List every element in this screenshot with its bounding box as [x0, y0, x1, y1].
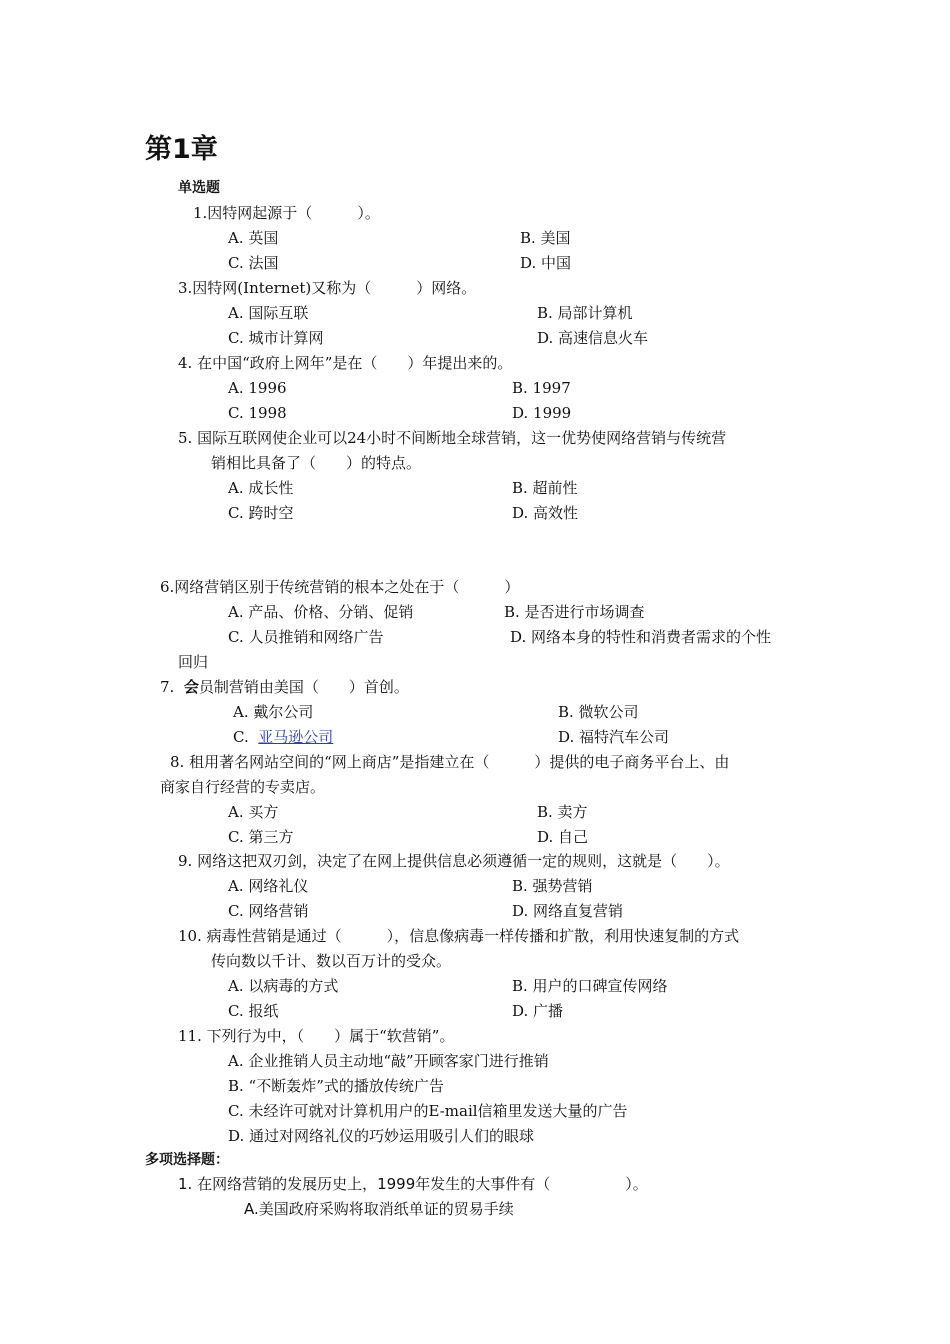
- question-8-option-d: D. 自己: [537, 828, 589, 846]
- question-6-option-d-continued: 回归: [178, 653, 209, 671]
- question-8-stem-continued: 商家自行经营的专卖店。: [160, 778, 326, 796]
- question-7-stem: [160, 677, 409, 697]
- question-7-stem-text: 员制营销由美国（ ）首创。: [198, 678, 409, 696]
- question-5-stem-continued: 销相比具备了（ ）的特点。: [211, 454, 422, 472]
- question-4-option-a: A. 1996: [228, 379, 287, 397]
- question-10-option-a: A. 以病毒的方式: [228, 977, 339, 995]
- question-8-option-a: A. 买方: [228, 803, 279, 821]
- chapter-title: 第1章: [145, 134, 218, 165]
- question-7-number: 7.: [160, 678, 175, 696]
- question-4-stem: 4. 在中国“政府上网年”是在（ ）年提出来的。: [178, 354, 513, 372]
- question-11-option-a: A. 企业推销人员主动地“敲”开顾客家门进行推销: [228, 1052, 549, 1070]
- question-11-option-c: C. 未经许可就对计算机用户的E-mail信箱里发送大量的广告: [228, 1102, 628, 1120]
- question-11-stem: 11. 下列行为中，（ ）属于“软营销”。: [178, 1027, 455, 1045]
- question-3-option-b: B. 局部计算机: [537, 304, 633, 322]
- question-10-stem-continued: 传向数以千计、数以百万计的受众。: [211, 952, 452, 970]
- question-8-stem: 8. 租用著名网站空间的“网上商店”是指建立在（ ）提供的电子商务平台上、由: [170, 753, 730, 771]
- question-6-option-a: A. 产品、价格、分销、促销: [228, 603, 414, 621]
- question-1-option-d: D. 中国: [520, 254, 572, 272]
- question-6-stem: 6.网络营销区别于传统营销的根本之处在于（ ）: [160, 578, 520, 596]
- question-7-option-c-prefix: C.: [233, 728, 249, 746]
- question-1-option-b: B. 美国: [520, 229, 571, 247]
- question-7-option-b: B. 微软公司: [558, 703, 639, 721]
- question-3-option-c: C. 城市计算网: [228, 329, 324, 347]
- multi-question-1-option-a: A.美国政府采购将取消纸单证的贸易手续: [244, 1200, 514, 1218]
- question-7-option-a: A. 戴尔公司: [233, 703, 314, 721]
- question-9-option-a: A. 网络礼仪: [228, 877, 309, 895]
- question-4-option-b: B. 1997: [512, 379, 571, 397]
- question-5-option-b: B. 超前性: [512, 479, 578, 497]
- question-3-option-a: A. 国际互联: [228, 304, 309, 322]
- question-6-option-c: C. 人员推销和网络广告: [228, 628, 384, 646]
- question-3-option-d: D. 高速信息火车: [537, 329, 649, 347]
- question-5-option-a: A. 成长性: [228, 479, 294, 497]
- question-3-stem: 3.因特网(Internet)又称为（ ）网络。: [178, 279, 477, 297]
- section-multiple-choice: 多项选择题：: [145, 1152, 229, 1168]
- question-10-option-b: B. 用户的口碑宣传网络: [512, 977, 668, 995]
- question-1-option-a: A. 英国: [228, 229, 279, 247]
- question-6-option-b: B. 是否进行市场调查: [504, 603, 645, 621]
- multi-question-1-stem: 1. 在网络营销的发展历史上，1999年发生的大事件有（ ）。: [178, 1175, 648, 1193]
- question-5-option-c: C. 跨时空: [228, 504, 294, 522]
- question-10-stem: 10. 病毒性营销是通过（ ），信息像病毒一样传播和扩散，利用快速复制的方式: [178, 927, 740, 945]
- question-7-option-d: D. 福特汽车公司: [558, 728, 670, 746]
- question-9-stem: 9. 网络这把双刃剑，决定了在网上提供信息必须遵循一定的规则，这就是（ ）。: [178, 852, 730, 870]
- question-9-option-c: C. 网络营销: [228, 902, 309, 920]
- question-8-option-c: C. 第三方: [228, 828, 294, 846]
- question-9-option-d: D. 网络直复营销: [512, 902, 624, 920]
- question-10-option-c: C. 报纸: [228, 1002, 279, 1020]
- question-1-stem: 1.因特网起源于（ ）。: [193, 204, 380, 222]
- question-8-option-b: B. 卖方: [537, 803, 588, 821]
- question-11-option-b: B. “不断轰炸”式的播放传统广告: [228, 1077, 444, 1095]
- question-4-option-d: D. 1999: [512, 404, 572, 422]
- question-4-option-c: C. 1998: [228, 404, 287, 422]
- question-10-option-d: D. 广播: [512, 1002, 564, 1020]
- question-1-option-c: C. 法国: [228, 254, 279, 272]
- question-5-stem: 5. 国际互联网使企业可以24小时不间断地全球营销，这一优势使网络营销与传统营: [178, 429, 727, 447]
- question-9-option-b: B. 强势营销: [512, 877, 593, 895]
- question-6-option-d: D. 网络本身的特性和消费者需求的个性: [510, 628, 772, 646]
- question-11-option-d: D. 通过对网络礼仪的巧妙运用吸引人们的眼球: [228, 1127, 535, 1145]
- question-5-option-d: D. 高效性: [512, 504, 579, 522]
- amazon-link[interactable]: 亚马逊公司: [258, 728, 334, 746]
- section-single-choice: 单选题: [178, 180, 220, 196]
- question-7-option-c: [233, 727, 333, 747]
- question-7-bold-char: 会: [183, 678, 199, 696]
